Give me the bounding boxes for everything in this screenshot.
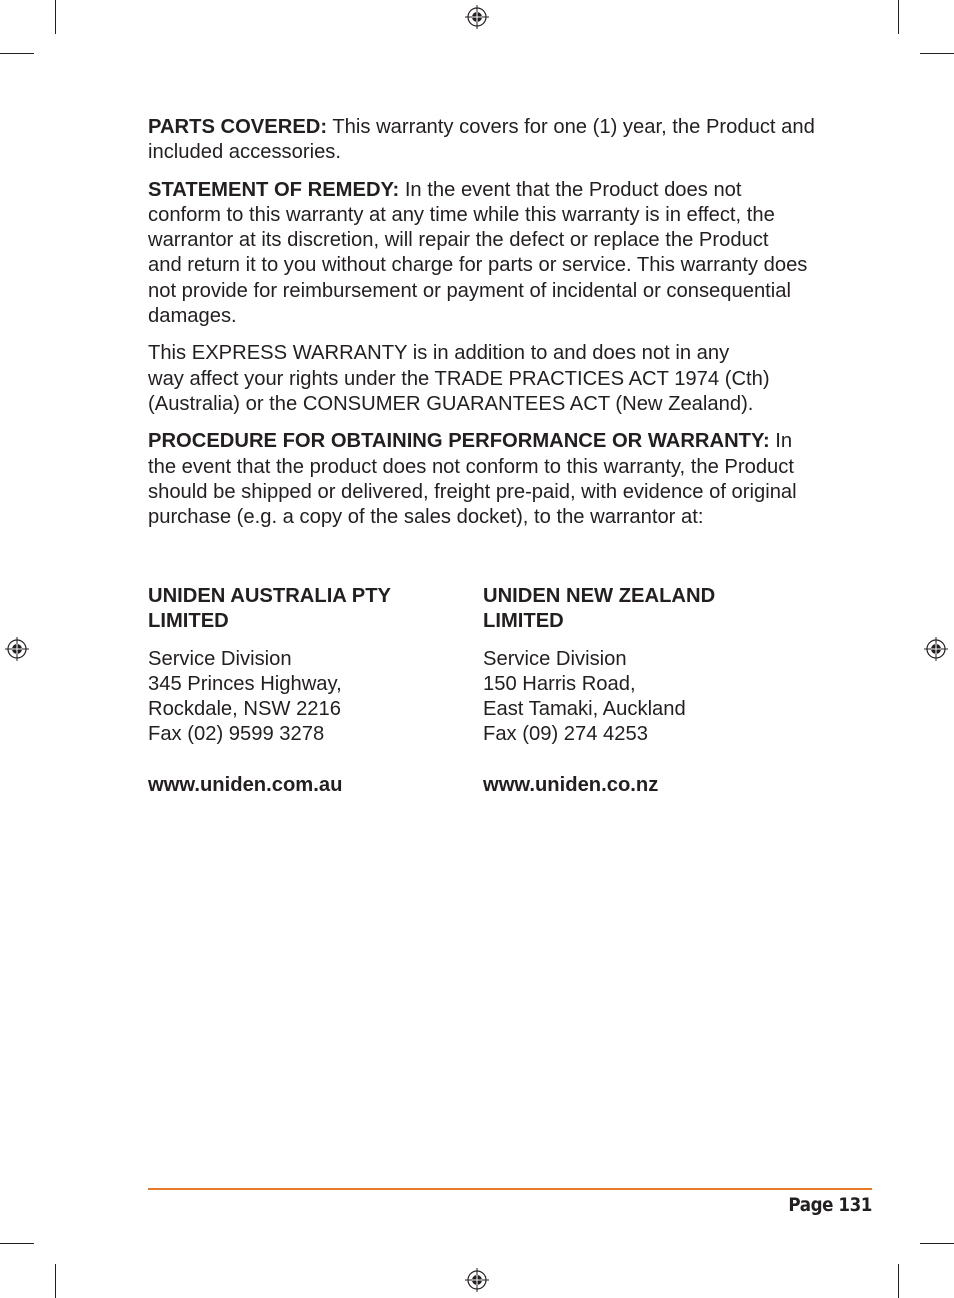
company-name: UNIDEN AUSTRALIA PTY LIMITED xyxy=(148,585,391,633)
registration-mark-icon xyxy=(465,1268,489,1292)
procedure-text: In the event that the product does not conform to this warranty, the Product should be shipped or delivered, freight pre-paid, with evidence of original purchase (e.g. a copy of the sales docket), to the warrantor at: xyxy=(148,430,797,529)
address-australia xyxy=(148,584,448,798)
statement-of-remedy-text: In the event that the Product does not conform to this warranty at any time while this warranty is in effect, the warrantor at its discretion, will repair the defect or replace the Product and return it to you without charge for parts or service. This warranty does not provide for reimbursement or payment of incidental or consequential damages. xyxy=(148,178,808,328)
procedure-heading: PROCEDURE FOR OBTAINING PERFORMANCE OR WARRANTY: xyxy=(148,430,770,453)
address-line: Rockdale, NSW 2216 xyxy=(148,698,341,721)
registration-mark-icon xyxy=(924,637,948,661)
address-line: East Tamaki, Auckland xyxy=(483,698,686,721)
procedure-paragraph xyxy=(148,429,848,530)
address-line: 150 Harris Road, xyxy=(483,672,636,695)
crop-mark xyxy=(920,53,954,54)
express-warranty-paragraph: This EXPRESS WARRANTY is in addition to and does not in any way affect your rights under the TRADE PRACTICES ACT 1974 (Cth) (Australia) or the CONSUMER GUARANTEES ACT (New Zealand). xyxy=(148,342,770,415)
statement-of-remedy-paragraph xyxy=(148,178,848,330)
statement-of-remedy-heading: STATEMENT OF REMEDY: xyxy=(148,178,400,201)
crop-mark xyxy=(55,1264,56,1298)
warranty-text xyxy=(148,115,848,542)
website-link[interactable]: www.uniden.com.au xyxy=(148,773,343,796)
address-lines xyxy=(483,647,783,748)
fax-number: Fax (02) 9599 3278 xyxy=(148,723,325,746)
footer-divider xyxy=(148,1188,872,1190)
address-line: 345 Princes Highway, xyxy=(148,672,342,695)
crop-mark xyxy=(0,53,34,54)
crop-mark xyxy=(920,1243,954,1244)
address-new-zealand xyxy=(483,584,783,798)
parts-covered-heading: PARTS COVERED: xyxy=(148,116,328,138)
crop-mark xyxy=(55,0,56,34)
page-number: Page 131 xyxy=(788,1194,872,1216)
company-name: UNIDEN NEW ZEALAND LIMITED xyxy=(483,585,716,633)
crop-mark xyxy=(898,1264,899,1298)
website-link[interactable]: www.uniden.co.nz xyxy=(483,773,659,796)
registration-mark-icon xyxy=(465,5,489,29)
crop-mark xyxy=(0,1243,34,1244)
fax-number: Fax (09) 274 4253 xyxy=(483,723,648,746)
address-line: Service Division xyxy=(483,647,627,670)
address-line: Service Division xyxy=(148,647,292,670)
registration-mark-icon xyxy=(5,637,29,661)
address-lines xyxy=(148,647,448,748)
parts-covered-paragraph xyxy=(148,115,848,166)
parts-covered-text: This warranty covers for one (1) year, the Product and included accessories. xyxy=(148,116,815,164)
crop-mark xyxy=(898,0,899,34)
